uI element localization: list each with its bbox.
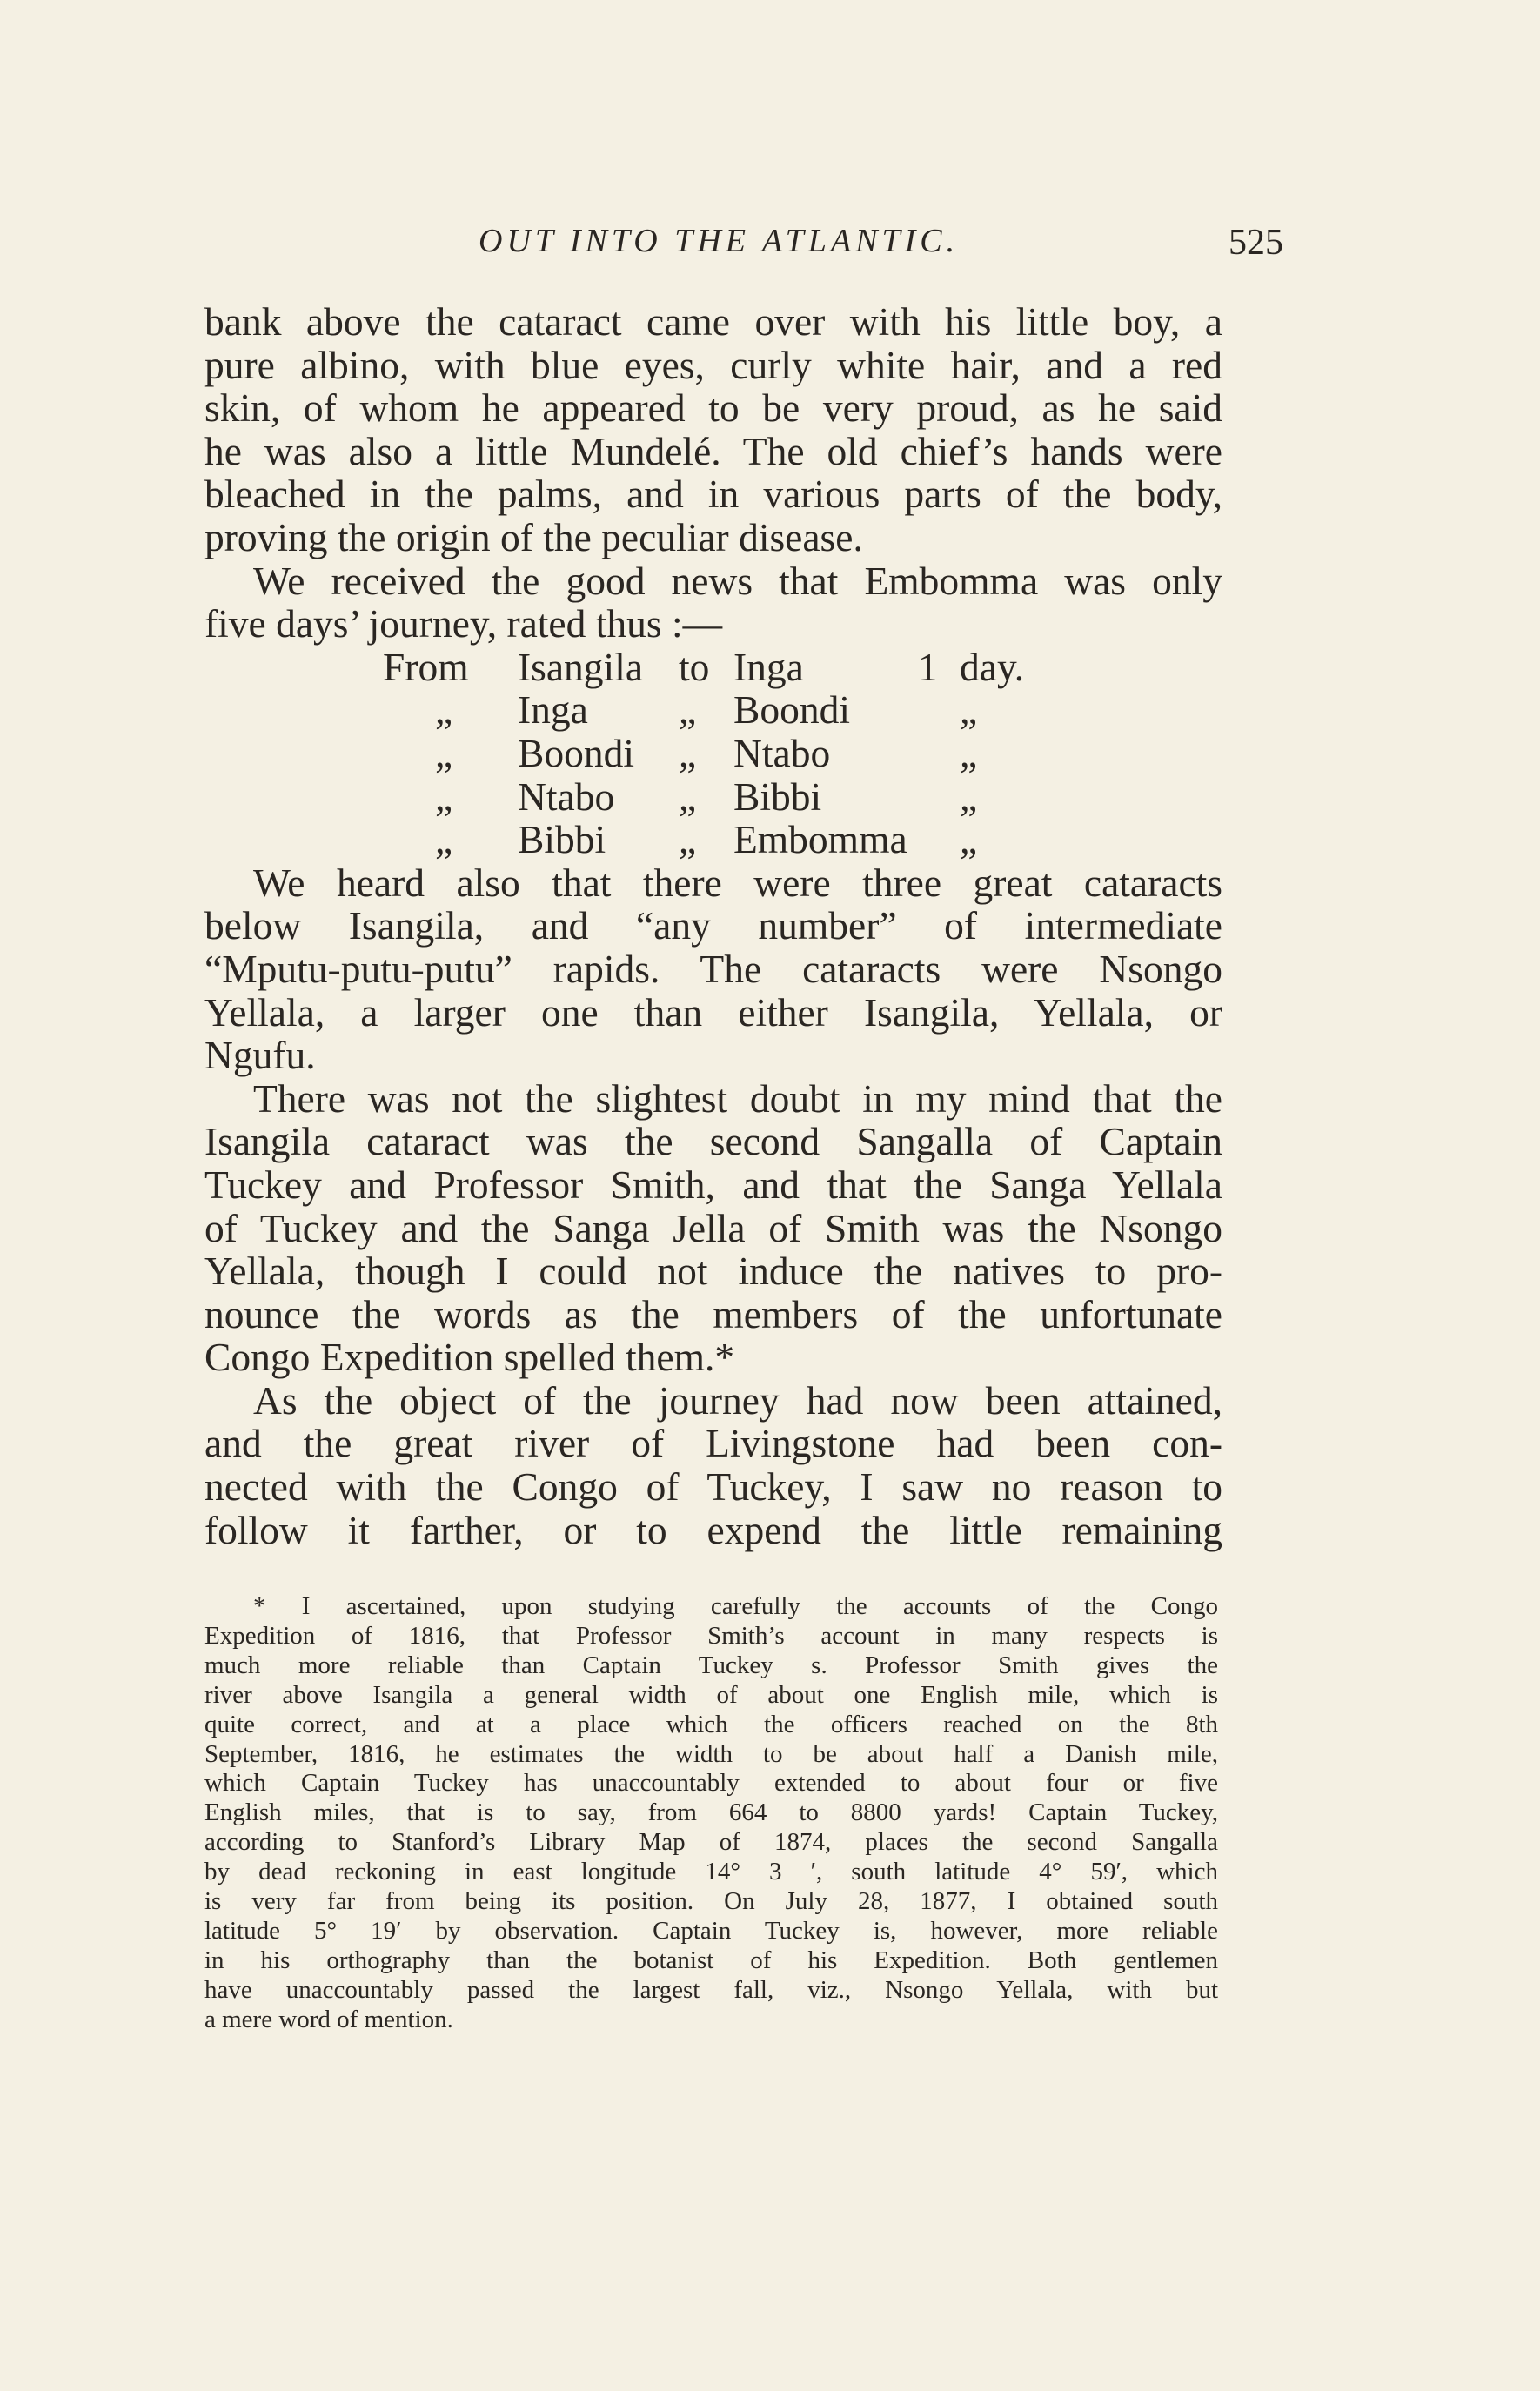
text-line: five days’ journey, rated thus :— <box>204 601 723 646</box>
text-line: pure albino, with blue eyes, curly white hair, and a red <box>204 342 1222 387</box>
text-line: nounce the words as the members of the unfortunate <box>204 1291 1222 1336</box>
footnote-line: much more reliable than Captain Tuckey s. Professor Smith gives the <box>204 1651 1218 1679</box>
text-line: Congo Expedition spelled them.* <box>204 1335 735 1380</box>
row-destination: Ntabo <box>733 730 831 775</box>
text-line: We received the good news that Embomma was only <box>253 558 1222 603</box>
row-origin: Inga <box>518 687 588 733</box>
row-unit: day. <box>960 644 1025 689</box>
footnote-line: in his orthography than the botanist of his Expedition. Both gentlemen <box>204 1946 1218 1974</box>
row-origin: Bibbi <box>518 817 606 862</box>
row-lead: „ <box>435 687 453 733</box>
footnote-line: latitude 5° 19′ by observation. Captain Tuckey is, however, more reliable <box>204 1916 1218 1945</box>
row-lead: From <box>383 644 469 689</box>
journey-row <box>204 818 1222 861</box>
row-destination: Embomma <box>733 817 907 862</box>
row-to-word: „ <box>679 774 697 819</box>
footnote-line: September, 1816, he estimates the width to be about half a Danish mile, <box>204 1739 1218 1768</box>
footnote-line: is very far from being its position. On July 28, 1877, I obtained south <box>204 1887 1218 1916</box>
journey-table <box>204 646 1222 861</box>
text-line: As the object of the journey had now been attained, <box>253 1377 1222 1423</box>
text-line: We heard also that there were three great cataracts <box>253 860 1222 905</box>
row-to-word: to <box>679 644 710 689</box>
row-count: 1 <box>918 644 938 689</box>
text-line: Ngufu. <box>204 1033 316 1078</box>
row-origin: Boondi <box>518 730 634 775</box>
text-line: follow it farther, or to expend the little remaining <box>204 1507 1222 1552</box>
row-origin: Isangila <box>518 644 644 689</box>
paragraph <box>204 300 1222 559</box>
row-to-word: „ <box>679 817 697 862</box>
text-line: bleached in the palms, and in various parts of the body, <box>204 472 1222 517</box>
journey-row <box>204 775 1222 819</box>
row-destination: Boondi <box>733 687 850 733</box>
text-line: Yellala, a larger one than either Isangila, Yellala, or <box>204 989 1222 1035</box>
footnote-line: * I ascertained, upon studying carefully the accounts of the Congo <box>253 1592 1218 1620</box>
text-line: There was not the slightest doubt in my mind that the <box>253 1075 1222 1121</box>
row-destination: Bibbi <box>733 774 822 819</box>
text-line: proving the origin of the peculiar disease. <box>204 514 863 559</box>
text-line: skin, of whom he appeared to be very proud, as he said <box>204 385 1222 431</box>
running-title: OUT INTO THE ATLANTIC. <box>479 223 960 259</box>
footnote-line: river above Isangila a general width of about one English mile, which is <box>204 1680 1218 1709</box>
text-line: nected with the Congo of Tuckey, I saw no reason to <box>204 1464 1222 1510</box>
text-line: of Tuckey and the Sanga Jella of Smith was the Nsongo <box>204 1205 1222 1250</box>
journey-row <box>204 732 1222 775</box>
row-lead: „ <box>435 817 453 862</box>
text-line: he was also a little Mundelé. The old chief’s hands were <box>204 428 1222 473</box>
paragraph <box>204 559 1222 646</box>
text-line: Tuckey and Professor Smith, and that the Sanga Yellala <box>204 1162 1222 1207</box>
row-unit: „ <box>960 730 978 775</box>
journey-row <box>204 688 1222 732</box>
row-to-word: „ <box>679 730 697 775</box>
text-line: “Mputu-putu-putu” rapids. The cataracts were Nsongo <box>204 946 1222 991</box>
row-to-word: „ <box>679 687 697 733</box>
row-unit: „ <box>960 687 978 733</box>
footnote-line: a mere word of mention. <box>204 2005 453 2033</box>
row-lead: „ <box>435 730 453 775</box>
footnote <box>204 1592 1218 2035</box>
text-line: Isangila cataract was the second Sangalla of Captain <box>204 1119 1222 1164</box>
text-line: and the great river of Livingstone had been con- <box>204 1421 1222 1466</box>
text-line: bank above the cataract came over with his little boy, a <box>204 299 1222 344</box>
footnote-line: English miles, that is to say, from 664 to 8800 yards! Captain Tuckey, <box>204 1798 1218 1827</box>
main-text <box>204 300 1222 1551</box>
text-line: below Isangila, and “any number” of intermediate <box>204 903 1222 948</box>
footnote-line: according to Stanford’s Library Map of 1874, places the second Sangalla <box>204 1828 1218 1857</box>
text-line: Yellala, though I could not induce the natives to pro- <box>204 1249 1222 1294</box>
row-origin: Ntabo <box>518 774 615 819</box>
running-head <box>204 222 1283 274</box>
page-number: 525 <box>1229 223 1283 263</box>
footnote-line: by dead reckoning in east longitude 14° 3 ′, south latitude 4° 59′, which <box>204 1858 1218 1886</box>
paragraph <box>204 1077 1222 1379</box>
footnote-line: quite correct, and at a place which the officers reached on the 8th <box>204 1710 1218 1738</box>
footnote-line: have unaccountably passed the largest fall, viz., Nsongo Yellala, with but <box>204 1975 1218 2004</box>
row-lead: „ <box>435 774 453 819</box>
row-destination: Inga <box>733 644 804 689</box>
row-unit: „ <box>960 817 978 862</box>
footnote-line: which Captain Tuckey has unaccountably extended to about four or five <box>204 1769 1218 1798</box>
paragraph <box>204 1379 1222 1551</box>
journey-row <box>204 646 1222 689</box>
row-unit: „ <box>960 774 978 819</box>
footnote-line: Expedition of 1816, that Professor Smith’s account in many respects is <box>204 1621 1218 1650</box>
paragraph <box>204 861 1222 1077</box>
